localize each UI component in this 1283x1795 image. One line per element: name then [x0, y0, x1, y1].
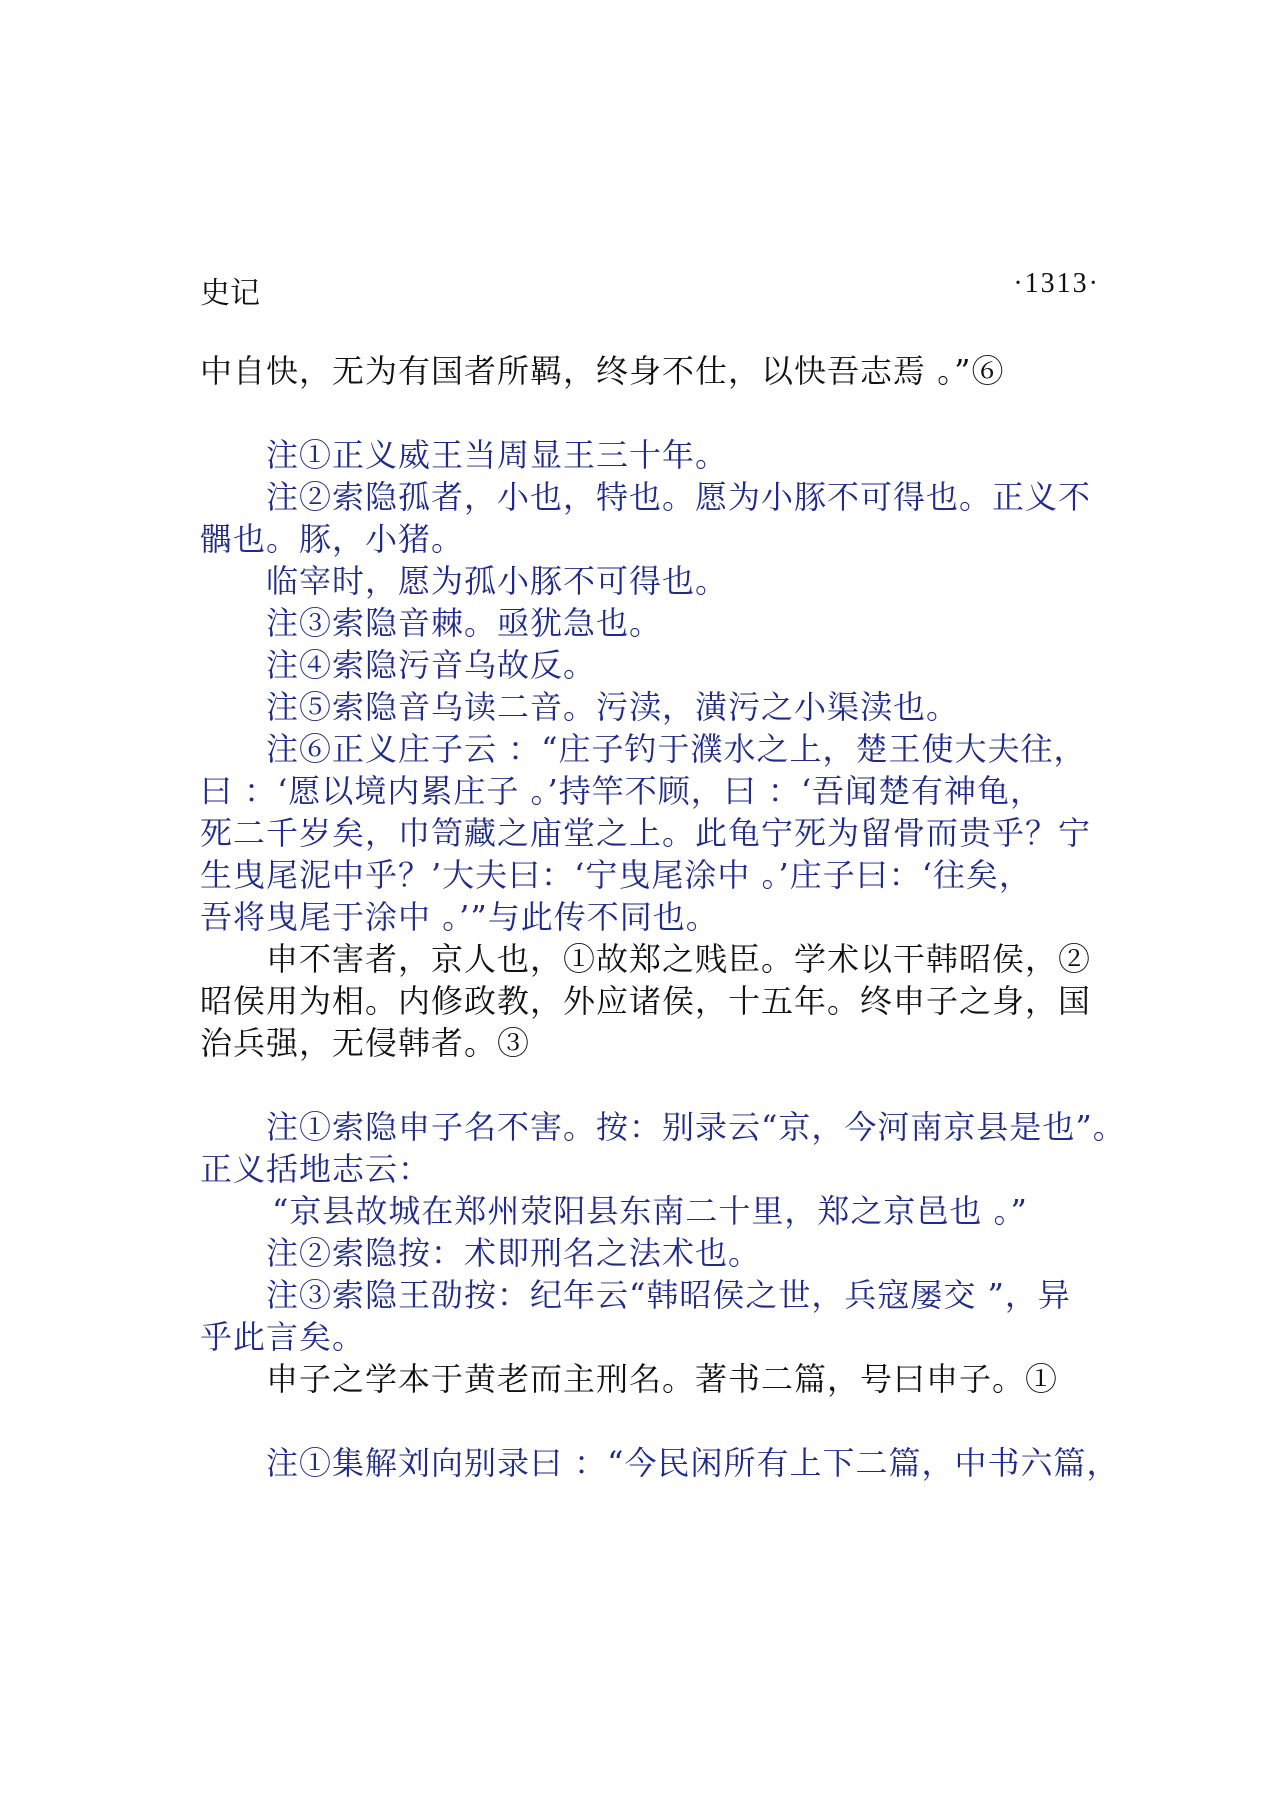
- note-line: 生曳尾泥中乎？’大夫曰：‘宁曳尾涂中 。’庄子曰：‘往矣，: [200, 856, 1032, 894]
- note-line: 乎此言矣。: [200, 1318, 366, 1356]
- note-line: 注②索隐按：术即刑名之法术也。: [266, 1234, 762, 1272]
- note-line: 注⑥正义庄子云 ：“庄子钓于濮水之上，楚王使大夫往，: [266, 730, 1087, 768]
- note-line: 注①集解刘向别录曰 ：“今民闲所有上下二篇，中书六篇，: [266, 1444, 1120, 1482]
- main-text-line: 治兵强，无侵韩者。③: [200, 1024, 531, 1062]
- note-line: 曰 ：‘愿以境内累庄子 。’持竿不顾，曰 ：‘吾闻楚有神龟，: [200, 772, 1044, 810]
- note-line: 注③索隐音棘。亟犹急也。: [266, 604, 663, 642]
- note-line: 注②索隐孤者，小也，特也。愿为小豚不可得也。正义不: [266, 478, 1092, 516]
- note-line: 注④索隐污音乌故反。: [266, 646, 597, 684]
- page-body: [200, 350, 1126, 1484]
- paragraph-gap: [200, 1400, 1120, 1442]
- note-line: 临宰时，愿为孤小豚不可得也。: [266, 562, 729, 600]
- note-line: 髃也。豚，小猪。: [200, 520, 465, 558]
- note-line: 注③索隐王劭按：纪年云“韩昭侯之世，兵寇屡交 ”，异: [266, 1276, 1071, 1314]
- note-line: 死二千岁矣，巾笥藏之庙堂之上。此龟宁死为留骨而贵乎？宁: [200, 814, 1092, 852]
- book-title: 史记: [200, 276, 260, 311]
- note-line: 注①索隐申子名不害。按：别录云“京，今河南京县是也”。: [266, 1108, 1126, 1146]
- note-line: 吾将曳尾于涂中 。’”与此传不同也。: [200, 898, 719, 936]
- note-line: 注①正义威王当周显王三十年。: [266, 436, 729, 474]
- note-line: 正义括地志云：: [200, 1150, 432, 1188]
- page-number: ·1313·: [1013, 268, 1100, 299]
- main-text-line: 申子之学本于黄老而主刑名。著书二篇，号曰申子。①: [266, 1360, 1059, 1398]
- paragraph-gap: [200, 1064, 1120, 1106]
- page-header: [200, 268, 1100, 311]
- main-text-line: 申不害者，京人也，①故郑之贱臣。学术以干韩昭侯，②: [266, 940, 1092, 978]
- note-line: 注⑤索隐音乌读二音。污渎，潢污之小渠渎也。: [266, 688, 960, 726]
- paragraph-gap: [200, 392, 1120, 434]
- note-line: “京县故城在郑州荥阳县东南二十里，郑之京邑也 。”: [272, 1192, 1028, 1230]
- main-text-line: 中自快，无为有国者所羁，终身不仕，以快吾志焉 。”⑥: [200, 352, 1005, 390]
- main-text-line: 昭侯用为相。内修政教，外应诸侯，十五年。终申子之身，国: [200, 982, 1092, 1020]
